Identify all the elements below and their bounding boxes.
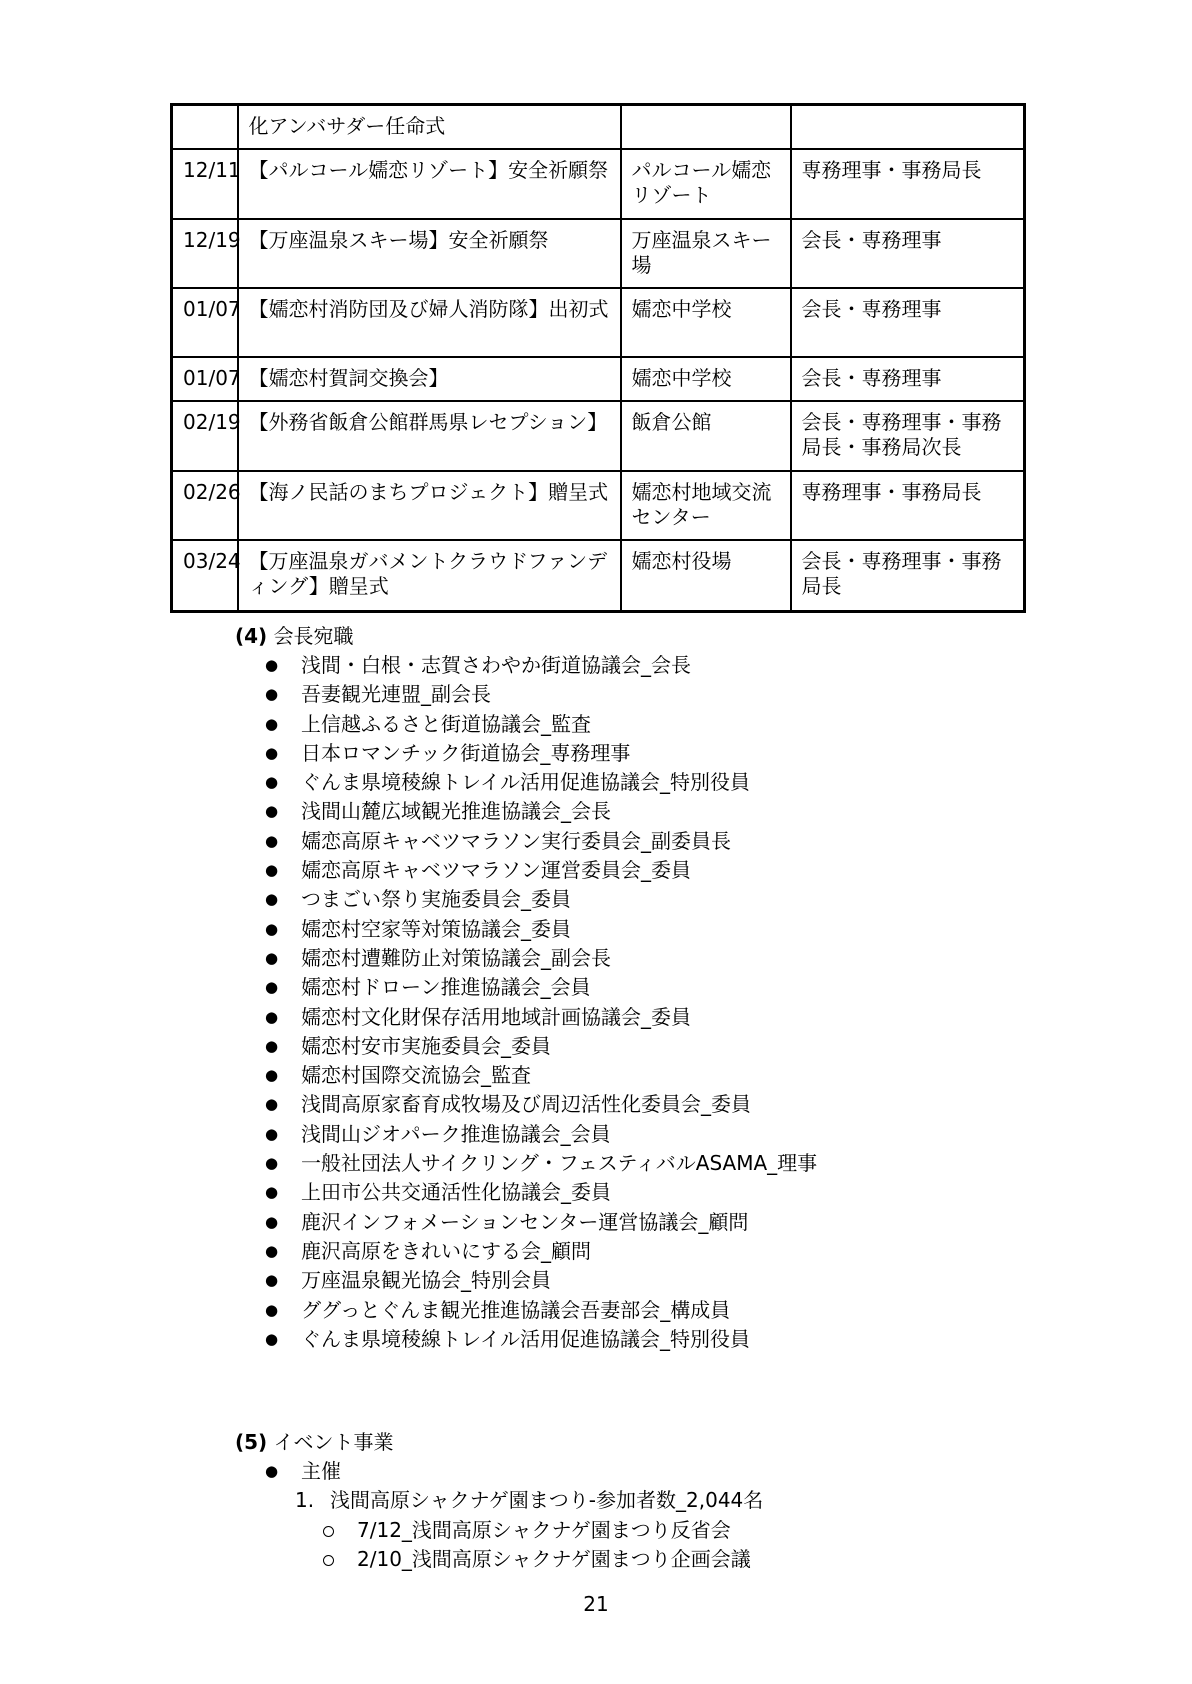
list-item — [235, 1208, 817, 1237]
list-item-text: つまごい祭り実施委員会_委員 — [301, 887, 571, 912]
cell-event: 【海ノ民話のまちプロジェクト】贈呈式 — [238, 471, 621, 540]
list-item-text: 浅間高原家畜育成牧場及び周辺活性化委員会_委員 — [301, 1092, 751, 1117]
section-5-numbered-list — [235, 1486, 763, 1515]
events-table — [170, 103, 1026, 613]
table-row — [172, 540, 1025, 612]
section-5-list — [235, 1457, 763, 1486]
item-text: 浅間高原シャクナゲ園まつり-参加者数_2,044名 — [330, 1488, 764, 1513]
list-item-text: 嬬恋高原キャベツマラソン運営委員会_委員 — [301, 858, 691, 883]
section-5-title: イベント事業 — [273, 1430, 394, 1454]
section-5-heading — [235, 1428, 763, 1457]
cell-attendees — [791, 105, 1025, 149]
list-item-text: 鹿沢インフォメーションセンター運営協議会_顧問 — [301, 1209, 749, 1234]
cell-event: 【パルコール嬬恋リゾート】安全祈願祭 — [238, 149, 621, 219]
list-item — [235, 1003, 817, 1032]
cell-date: 02/19 — [172, 401, 238, 471]
cell-venue: 嬬恋中学校 — [621, 288, 791, 357]
list-item — [235, 973, 817, 1002]
list-item-text: ぐんま県境稜線トレイル活用促進協議会_特別役員 — [301, 1326, 750, 1351]
list-item-text: ググっとぐんま観光推進協議会吾妻部会_構成員 — [301, 1297, 731, 1322]
events-table-body — [172, 105, 1025, 612]
cell-attendees: 会長・専務理事 — [791, 219, 1025, 288]
list-item — [235, 1090, 817, 1119]
table-row — [172, 471, 1025, 540]
list-item — [235, 1032, 817, 1061]
list-item-text: ぐんま県境稜線トレイル活用促進協議会_特別役員 — [301, 770, 750, 795]
cell-venue — [621, 105, 791, 149]
item-number: 1. — [295, 1488, 315, 1513]
list-item — [235, 797, 817, 826]
list-item — [235, 1178, 817, 1207]
list-item — [235, 1325, 817, 1354]
cell-event: 【嬬恋村消防団及び婦人消防隊】出初式 — [238, 288, 621, 357]
list-item-text: 嬬恋村安市実施委員会_委員 — [301, 1033, 551, 1058]
cell-date — [172, 105, 238, 149]
list-item — [235, 827, 817, 856]
list-item-text: 鹿沢高原をきれいにする会_顧問 — [301, 1238, 591, 1263]
list-item-text: 嬬恋村空家等対策協議会_委員 — [301, 916, 571, 941]
sub-item-text: 2/10_浅間高原シャクナゲ園まつり企画会議 — [357, 1546, 751, 1571]
section-4 — [235, 622, 817, 1354]
list-item-text: 日本ロマンチック街道協会_専務理事 — [301, 740, 631, 765]
list-item — [235, 768, 817, 797]
list-item-text: 上田市公共交通活性化協議会_委員 — [301, 1180, 611, 1205]
list-item-text: 吾妻観光連盟_副会長 — [301, 682, 491, 707]
list-item — [235, 1149, 817, 1178]
cell-venue: 嬬恋村地域交流センター — [621, 471, 791, 540]
table-row — [172, 149, 1025, 219]
list-item — [235, 1457, 763, 1486]
section-4-title: 会長宛職 — [273, 624, 354, 648]
list-item — [235, 1061, 817, 1090]
list-item — [235, 739, 817, 768]
sub-item-text: 7/12_浅間高原シャクナゲ園まつり反省会 — [357, 1517, 731, 1542]
section-5-sub-list — [235, 1516, 763, 1575]
cell-attendees: 会長・専務理事 — [791, 288, 1025, 357]
section-5-number: (5) — [235, 1430, 268, 1454]
table-row — [172, 401, 1025, 471]
section-5-bullet: 主催 — [301, 1459, 341, 1483]
section-4-number: (4) — [235, 624, 268, 648]
cell-date: 12/19 — [172, 219, 238, 288]
cell-date: 12/11 — [172, 149, 238, 219]
cell-venue: 飯倉公館 — [621, 401, 791, 471]
table-row — [172, 288, 1025, 357]
cell-venue: パルコール嬬恋リゾート — [621, 149, 791, 219]
list-item-text: 一般社団法人サイクリング・フェスティバルASAMA_理事 — [301, 1151, 818, 1176]
cell-attendees: 会長・専務理事・事務局長 — [791, 540, 1025, 612]
list-item-text: 嬬恋村文化財保存活用地域計画協議会_委員 — [301, 1004, 691, 1029]
list-item — [235, 885, 817, 914]
list-item-text: 嬬恋村遭難防止対策協議会_副会長 — [301, 945, 611, 970]
cell-event: 【外務省飯倉公館群馬県レセプション】 — [238, 401, 621, 471]
list-item-text: 万座温泉観光協会_特別会員 — [301, 1268, 551, 1293]
cell-venue: 嬬恋中学校 — [621, 357, 791, 401]
list-item — [235, 1237, 817, 1266]
list-item — [235, 680, 817, 709]
list-item — [235, 1266, 817, 1295]
list-item — [235, 1120, 817, 1149]
cell-attendees: 専務理事・事務局長 — [791, 471, 1025, 540]
table-row — [172, 357, 1025, 401]
list-item — [235, 856, 817, 885]
list-item — [235, 1516, 763, 1545]
list-item-text: 嬬恋村国際交流協会_監査 — [301, 1063, 531, 1088]
table-row — [172, 105, 1025, 149]
table-row — [172, 219, 1025, 288]
cell-venue: 万座温泉スキー場 — [621, 219, 791, 288]
list-item — [235, 651, 817, 680]
list-item-text: 嬬恋村ドローン推進協議会_会員 — [301, 975, 591, 1000]
cell-attendees: 会長・専務理事・事務局長・事務局次長 — [791, 401, 1025, 471]
cell-event: 化アンバサダー任命式 — [238, 105, 621, 149]
cell-attendees: 専務理事・事務局長 — [791, 149, 1025, 219]
cell-event: 【嬬恋村賀詞交換会】 — [238, 357, 621, 401]
list-item-text: 嬬恋高原キャベツマラソン実行委員会_副委員長 — [301, 828, 731, 853]
list-item — [235, 944, 817, 973]
list-item — [235, 1296, 817, 1325]
cell-date: 01/07 — [172, 357, 238, 401]
cell-event: 【万座温泉ガバメントクラウドファンディング】贈呈式 — [238, 540, 621, 612]
cell-date: 03/24 — [172, 540, 238, 612]
page-number: 21 — [583, 1592, 609, 1616]
list-item — [235, 915, 817, 944]
section-5 — [235, 1428, 763, 1574]
list-item — [235, 1545, 763, 1574]
cell-attendees: 会長・専務理事 — [791, 357, 1025, 401]
section-4-list — [235, 651, 817, 1354]
list-item-text: 浅間山麓広域観光推進協議会_会長 — [301, 799, 611, 824]
list-item-text: 浅間・白根・志賀さわやか街道協議会_会長 — [301, 653, 691, 677]
cell-date: 01/07 — [172, 288, 238, 357]
list-item-text: 上信越ふるさと街道協議会_監査 — [301, 711, 591, 736]
list-item — [235, 710, 817, 739]
section-4-heading — [235, 622, 817, 651]
cell-event: 【万座温泉スキー場】安全祈願祭 — [238, 219, 621, 288]
cell-date: 02/26 — [172, 471, 238, 540]
list-item — [235, 1486, 763, 1515]
cell-venue: 嬬恋村役場 — [621, 540, 791, 612]
list-item-text: 浅間山ジオパーク推進協議会_会員 — [301, 1121, 611, 1146]
